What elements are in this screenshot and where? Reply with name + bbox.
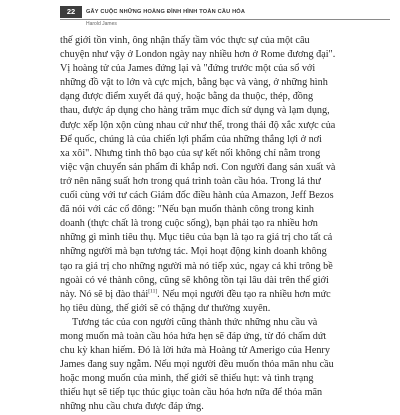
text-segment: . Nếu mọi người đều tạo ra nhiều hơn mức	[157, 288, 331, 300]
text-line: những gì mình tiêu thụ. Mục tiêu của bạn là tạo ra giá trị cho tất cả	[60, 232, 333, 244]
text-line: thế giới tồn vinh, ông nhận thấy tầm vóc thực sự của một câu	[60, 35, 310, 46]
text-line: đã nói với các cổ đông: "Nếu bạn muốn thành công trong kinh	[60, 204, 314, 216]
text-line: doanh (thực chất là trong cuộc sống), bạn phải tạo ra nhiều hơn	[60, 218, 318, 230]
text-line: chuyện như vậy ở London ngày nay nhiều hơn ở Rome đương đại".	[60, 49, 336, 61]
text-line: thau, được áp dụng cho hàng trăm mục đích sử dụng và lạm dụng,	[60, 105, 330, 117]
text-line: trở nên năng suất hơn trong quá trình toàn cầu hóa. Trong lá thư	[60, 175, 321, 187]
text-line: những nhu cầu chưa được đáp ứng.	[60, 401, 204, 413]
text-line: tạo ra giá trị cho những người mà nó tiếp xúc, ngay cả khi trông bề	[60, 260, 333, 272]
text-line: họ tiêu dùng, thế giới sẽ có thặng dư thường xuyên.	[60, 302, 271, 314]
book-title: GÂY CUỘC NHỮNG HOÀNG ĐÌNH HÌNH TOÀN CẦU HÓA	[86, 9, 246, 15]
text-line: thiếu hụt sẽ tiếp tục thúc giục toàn cầu hóa hơn nữa để thỏa mãn	[60, 387, 323, 399]
text-line: James đang suy ngẫm. Nếu mọi người đều muốn thỏa mãn nhu cầu	[60, 359, 334, 371]
text-line: Vị hoàng tử của James đứng lại và "đứng trước một của sổ với	[60, 63, 316, 75]
author-name: Harold James	[86, 21, 117, 27]
text-line: chu kỳ khan hiếm. Đó là lời hứa mà Hoàng tử Amerigo của Henry	[60, 345, 330, 357]
text-line: mong muốn mà toàn cầu hóa hứa hẹn sẽ đáp ứng, từ đó chấm dứt	[60, 330, 327, 342]
text-line: dạng được điểm xuyết đá quý, hoặc bằng da thuộc, thép, đồng	[60, 91, 314, 103]
page-number: 22	[60, 6, 82, 18]
text-line: những đồ vật to lớn và cực mịch, bằng bạc và vàng, ở những hình	[60, 77, 328, 89]
text-line: cuối cùng với tư cách Giám đốc điều hành của Amazon, Jeff Bezos	[60, 190, 334, 202]
text-segment: này. Nó sẽ bị đào thải	[60, 288, 149, 300]
text-line: những người mà bạn tương tác. Mọi hoạt động kinh doanh không	[60, 246, 327, 258]
text-line: xa xôi". Nhưng tinh thô bạo của sự kết nối không chỉ nằm trong	[60, 147, 321, 159]
paragraph-start-line: Tương tác của con người cũng thành thức những nhu cầu và	[72, 316, 318, 328]
text-line: hoặc mong muốn của mình, thế giới sẽ thiếu hụt: và tình trạng	[60, 373, 314, 385]
footnote-marker: [11]	[148, 288, 158, 295]
body-text	[60, 34, 346, 415]
header-divider	[60, 19, 390, 20]
text-line: ngoài có vẻ thành công, cũng sẽ không tồn tại lâu dài trên thế giới	[60, 274, 329, 286]
text-line: được xếp lộn xộn cùng nhau cứ như thể, trong thái độ xắc xược của	[60, 119, 336, 131]
text-line-with-footnote	[60, 288, 346, 302]
text-line: việc vận chuyển sản phẩm đi khắp nơi. Con người đang sản xuất và	[60, 161, 336, 173]
running-header	[0, 0, 400, 34]
text-line: Để quốc, chúng là của chiến lợi phẩm của những thắng lợi ở nơi	[60, 133, 322, 145]
